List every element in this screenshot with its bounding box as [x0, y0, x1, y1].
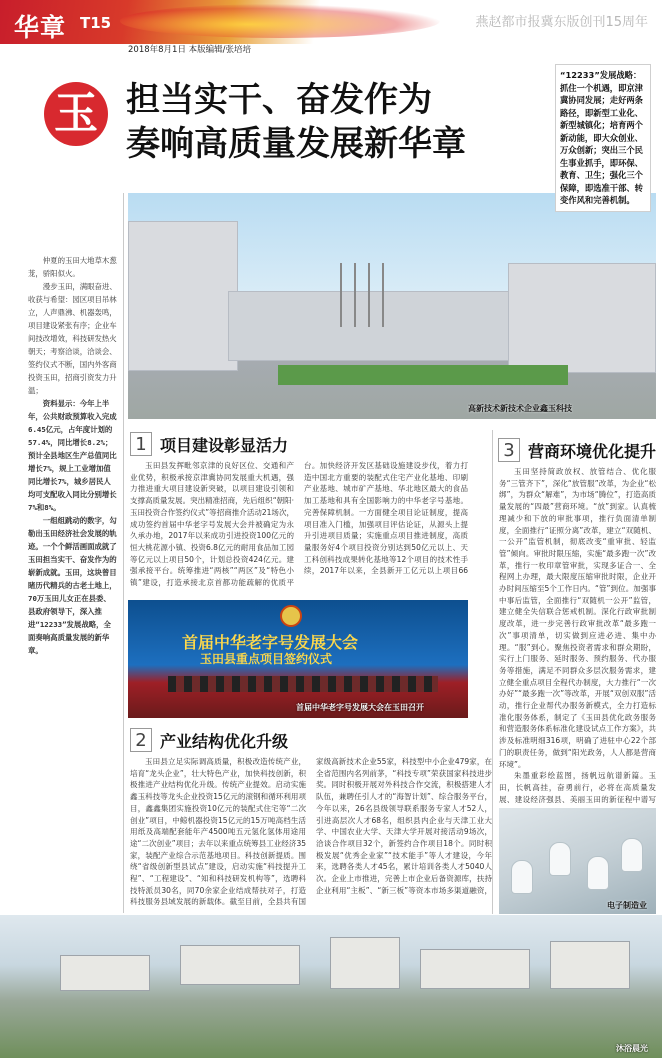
sidebar-paragraph: 一组组跳动的数字，勾勒出玉田经济社会发展的轨迹。一个个鲜活画面成就了玉田担当实干、奋发作为的崭新成就。玉田，这块曾目睹历代精兵的古老土地上，70万玉田儿女正在县委、县政府领导下，深入推进“12233”发展战略，全面奏响高质量发展的新华章。 [28, 516, 117, 655]
section-1-body [130, 460, 468, 598]
section-2-heading [130, 728, 288, 752]
section-3-heading [498, 438, 656, 462]
sidebar-paragraph: 仲夏的玉田大地草木葱茏，骄阳似火。 [28, 256, 117, 278]
main-photo [128, 193, 656, 419]
section-number: 2 [130, 728, 152, 752]
column-divider [123, 193, 124, 913]
section-number: 1 [130, 432, 152, 456]
lab-photo-caption: 电子制造业 [607, 901, 647, 910]
left-sidebar-column [0, 250, 123, 810]
city-building [60, 955, 150, 991]
page-headline [126, 78, 466, 166]
newspaper-slogan: 燕赵都市报冀东版创刊15周年 [475, 15, 648, 30]
photo-flagpole [354, 263, 356, 327]
sidebar-paragraph: 资料显示：今年上半年，公共财政预算收入完成6.45亿元，占年度计划的57.4%，同比增长8.2%；预计全县地区生产总值同比增长7%，规上工业增加值同比增长7%，城乡居民人均可支配收入同比分别增长7%和8%。 [28, 399, 117, 512]
section-paragraph: 朱墨重彩绘蓝图，扬帆远航谱新篇。玉田，长帆高挂，奋勇前行，必将在高质量发展、建设经济强县、美丽玉田的新征程中谱写 [499, 771, 656, 804]
section-title: 营商环境优化提升 [528, 441, 657, 461]
city-building [330, 937, 400, 989]
section-name: 华章 [14, 13, 67, 42]
city-panorama-photo [0, 915, 662, 1058]
section-2-body [130, 756, 492, 912]
photo-lawn [278, 365, 568, 385]
conference-banner-title: 首届中华老字号发展大会 [182, 633, 359, 652]
photo-flagpole [382, 263, 384, 327]
main-photo-caption: 高新技术新技术企业鑫玉科技 [468, 404, 572, 413]
lab-worker [549, 842, 571, 876]
city-building [420, 949, 530, 989]
headline-line-2: 奏响高质量发展新华章 [126, 124, 466, 164]
column-divider [492, 430, 493, 914]
photo-flagpole [368, 263, 370, 327]
lab-photo [499, 808, 656, 914]
date-editor-line: 2018年8月1日 本版编辑/张培培 [128, 45, 252, 55]
conference-photo [128, 600, 468, 718]
section-title: 项目建设彰显活力 [160, 435, 289, 455]
sidebar-paragraph: 漫步玉田，满眼奋进、收获与希望：园区项目吊林立，人声鼎沸、机器轰鸣，项目建设紧张有序；企业车间技改增效，科技研发热火朝天；考察洽谈，洽谈会、签约仪式不断，国内外客商投资玉田，招商引资发力升温； [28, 282, 117, 395]
conference-attendees-row [168, 676, 438, 692]
city-building [550, 941, 630, 989]
section-paragraph: 玉田县发挥毗邻京津的良好区位、交通和产业优势，积极承接京津冀协同发展重大机遇，强力推进重大项目建设新突破，以项目建设引领和支撑高质量发展。突出精准招商，先后组织“朝阳·玉田投资合作签约仪式”等招商推介活动21场次，成功签约首届中华老字号发展大会并被确定为永久承办地，2017年以来成功引进投资100亿元的恒大桃花源小镇、投资6.8亿元的耐用食品加工园等亿元以上项目50个，计划总投资424亿元。建强承接平台。统筹推进“两核”“两区”及“特色小镇”建设，打造承接北京首都功能疏解的优质平台。加快经济开发区基础设施建设步伐，着力打造中国北方重要的装配式住宅产业化基地、印刷产业基地、城市矿产基地、华北地区最大的食品加工基地和具有全国影响力的中华老字号基地。完善保障机制。一方面健全项目论证制度，提高项目准入门槛，加强项目评估论证，从源头上提升引进项目质量；实施重点项目推进制度，高质量服务好4个项目投资分别达到50亿元以上、天工科创科技成果转化基地等12个项目的技术性手续，2017年以来，全县新开工亿元以上项目66 [130, 461, 468, 588]
photo-building-right [508, 263, 656, 373]
photo-flagpole [340, 263, 342, 327]
section-paragraph: 玉田县立足实际调高质量，积极改造传统产业，培育“龙头企业”，壮大特色产业，加快科技创新，积极推进产业结构优化升级。传统产业提效。启动实施鑫玉科技等龙头企业投资15亿元的滚钢和循环利用项目，鑫鑫集团实施投资10亿元的装配式住宅等“二次创业”项目，中鲸机器投资15亿元的15万吨高档生活用纸及高端配套能年产4500吨五元氢化氢体用途用途“二次创业”项目；去年以来重点统筹县工业经济35家，装配产业综合示范基地项目。科技创新提质。围绕“省级创新型县试点”建设，启动实施“科技提升工程”、“工程建设”、“知和科技研发机构等”，选聘科技特派员30名，同70余家企业结成帮扶对子，打造科技服务县域发展的新载体。截至目前，全县共有国家级高新技术企业55家，科技型中小企业479家，在全省范围内名列前茅，“科技专项”荣获国家科技进步奖。同时积极开展对外科技合作交流，积极搭建人才队伍，兼聘任引人才的“海智计划”、综合服务平台，今年以来，26名县级领导联系服务专家人才52人，引进高层次人才68名，组织县内企业与天津工业大学、中国农业大学、天津大学开展对接活动9场次，洽谈合作项目32个，新签约合作项目18个。同时积极发展“优秀企业家”“技术能手”等人才建设，今年来，选聘各类人才45名，累计培训各类人才5040人次。企业上市推进，完善上市企业后备资源库，扶持企业利用“主板”、“新三板”等资本市场多渠道融资， [130, 757, 492, 907]
masthead-swirl-decoration [120, 4, 440, 38]
conference-banner-subtitle: 玉田县重点项目签约仪式 [200, 652, 333, 666]
section-1-heading [130, 432, 288, 456]
city-building [180, 945, 300, 985]
lab-worker [587, 856, 609, 890]
lab-worker [511, 860, 533, 894]
page-number: T15 [80, 14, 112, 32]
masthead [0, 0, 662, 48]
section-number: 3 [498, 438, 520, 462]
city-photo-caption: 沐浴晨光 [616, 1044, 648, 1053]
headline-line-1: 担当实干、奋发作为 [126, 80, 432, 120]
conference-photo-caption: 首届中华老字号发展大会在玉田召开 [296, 703, 424, 712]
photo-building-left [128, 221, 238, 371]
section-paragraph: 玉田坚持简政放权、放管结合、优化服务“三管齐下”，深化“放管服”改革，为企业“松绑”，为群众“解难”，为市场“腾位”，打造高质量发展的“四最”营商环境。“放”到家。认真梳理减少和下放的审批事项，推行负面清单制度，全面推行“证照分离”改革，建立“双随机、一公开”监管机制，彻底改变“重审批、轻监管”倾向。审批时限压缩，实施“最多跑一次”改革，推行一枚印章管审批，实现多证合一、全程网上办理，最大限度压缩审批时限，企业开办时间压缩至5个工作日内。“管”到位。加强事中事后监管，全面推行“双随机一公开”监管，建立健全失信联合惩戒机制。深化行政审批制度改革，进一步完善行政审批改革“最多跑一次”事项清单，切实做到应进必进、集中办理。“服”到心。聚焦投资者需求和群众期盼，实行上门服务、延时服务、预约服务、代办服务等措施，满足不同群众多层次服务需求，建立健全重点项目全程代办制度，大力推行“一次办好”“最多跑一次”等改革，开展“双创双服”活动，推行企业帮代办服务新模式，全力打造标准化服务体系，制定了《玉田县优化政务服务和营造服务体系标准化建设试点工作方案》，共涉及标准明细316项，明确了进驻中心22个部门的职责任务，做到“阳光政务，人人都是营商环境”。 [499, 467, 656, 769]
conference-emblem-icon [280, 605, 302, 627]
yutian-badge: 玉 [44, 82, 108, 146]
lab-worker [621, 838, 643, 872]
section-3-body [499, 466, 656, 804]
strategy-intro-box: “12233”发展战略：抓住一个机遇，即京津冀协同发展；走好两条路径，即新型工业化、新型城镇化；培育两个新动能，即大众创业、万众创新；突出三个民生事业抓手，即环保、教育、卫生；强化三个保障，即选准干部、转变作风和完善机制。 [555, 64, 651, 212]
section-title: 产业结构优化升级 [160, 731, 289, 751]
